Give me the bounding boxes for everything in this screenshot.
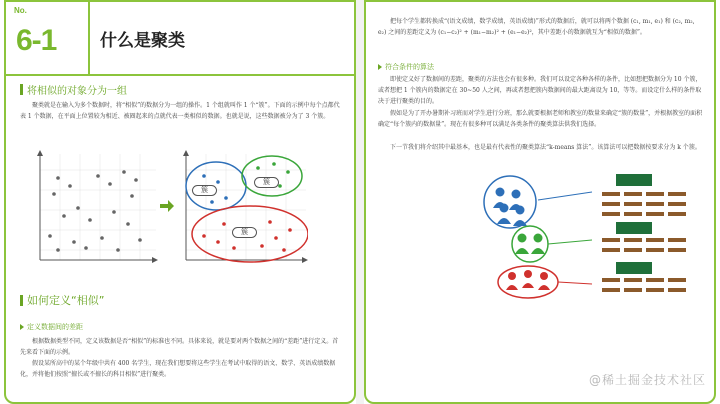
chapter-title: 什么是聚类 [100,31,185,51]
chapter-number: 6-1 [16,24,57,57]
section-title-1: 将相似的对象分为一组 [27,86,127,97]
section-title-2: 如何定义“相似” [27,294,105,307]
connector-blue [538,192,592,200]
cluster-label-blue: 簇 [192,185,217,196]
right-page [364,0,716,404]
classroom-2-icon [602,222,686,252]
x-axis-after-arrow-icon [302,257,308,263]
section2-paragraph-1: 根据数据类型不同，定义该数据是否“相似”的标准也不同。具体来说，就是要对两个数据之间的“差距”进行定义。首先来看下面的示例。 [20,338,339,356]
section-bar-icon [20,84,23,95]
scatter-after-chart [174,150,308,268]
group-outline-blue [484,176,536,228]
grid-after [186,154,306,260]
students-blue-icon [493,188,527,227]
right-paragraph-1: 把每个学生都转换成“(语文成绩，数学成绩，英语成绩)”形式的数据后，就可以将两个数据 (c₁, m₁, e₁) 和 (c₂, m₂, e₂) 之间的差距定义为 (c₁−c₂)² + (m₁−m₂)² + (e₁−e₂)²，其中差距小的数据就互为“相似的数据”。 [378,18,695,36]
section-heading-2 [20,292,104,308]
points-before [48,170,142,252]
connector-green [548,240,592,244]
title-rule [88,74,356,76]
students-red-icon [506,270,550,290]
cluster-label-green: 簇 [254,177,279,188]
classroom-3-icon [602,262,686,292]
section-bar-icon-2 [20,295,23,306]
section-heading-1 [20,82,127,97]
chapter-box [6,2,90,76]
left-page [4,0,356,404]
section1-paragraph: 聚类就是在输入为多个数据时，将“相似”的数据分为一组的操作。1 个组就叫作 1 个“簇”。下面的示例中每个点都代表 1 个数据，在平面上位置较为相近、被圈起来的点就代表一类相似的数据。也就是说，这些数据被分为了 3 个簇。 [20,102,340,120]
book-gutter [356,0,364,404]
subheading-1-title: 定义数据间的差距 [27,323,83,331]
transform-arrow-icon [160,200,174,212]
section2-paragraph-2: 假设某所高中的某个年级中共有 400 名学生，现在我们想要将这些学生在考试中取得的语文、数学、英语成绩数据化，并将他们按照“擅长或不擅长的科目相似”进行聚类。 [20,360,336,378]
triangle-bullet-icon [20,324,24,330]
y-axis-after-arrow-icon [183,150,189,156]
scatter-before-chart [28,150,158,268]
subheading-1 [20,322,83,332]
watermark: @稀土掘金技术社区 [588,373,706,387]
connector-red [558,282,592,284]
right-paragraph-4: 下一节我们将介绍其中最基本，也是最有代表性的聚类算法“k-means 算法”。该算法可以把数据按要求分为 k 个簇。 [390,144,701,151]
classroom-1-icon [600,174,704,218]
chapter-label: No. [14,6,27,15]
right-paragraph-2: 即使定义好了数据间的差距，聚类的方法也会有很多种。我们可以设定各种各样的条件，比如想把数据分为 10 个簇，或者想把 1 个簇内的数据定在 30~50 人之间，再或者想把簇内数据间的最大距离设为 10，等等。而设定什么样的条件取决于进行聚类的目的。 [378,76,702,105]
students-green-icon [515,234,545,255]
cluster-label-red: 簇 [232,227,257,238]
subheading-2 [378,62,434,72]
y-axis-arrow-icon [37,150,43,156]
grid [40,154,156,260]
x-axis-arrow-icon [152,257,158,263]
right-paragraph-3: 假如是为了开办暑期补习班而对学生进行分班，那么就要根据老师和教室的数量来确定“簇的数量”，并根据教室的面积确定“每个簇内的数据量”。现在有很多种可以满足各类条件的聚类算法供我们选择。 [378,110,703,128]
triangle-bullet-icon-2 [378,64,382,70]
subheading-2-title: 符合条件的算法 [385,63,434,71]
group-outline-green [512,226,548,262]
classroom-illustration [476,170,708,306]
